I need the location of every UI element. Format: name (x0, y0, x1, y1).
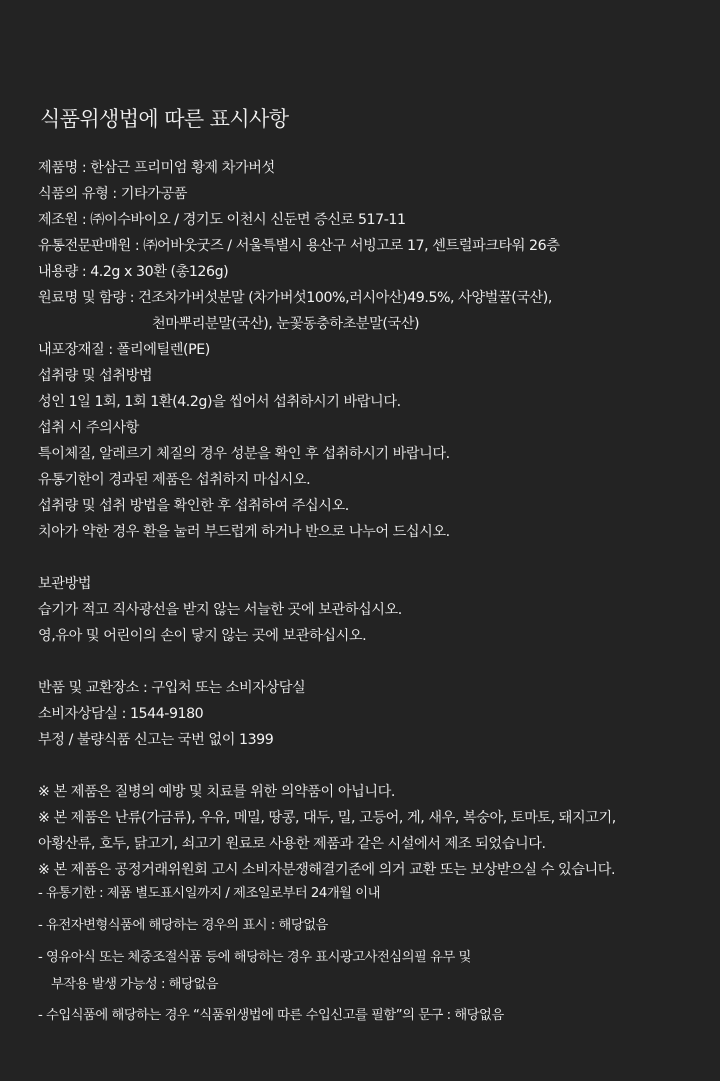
contact-line: 반품 및 교환장소 : 구입처 또는 소비자상담실 (38, 680, 306, 696)
note-infant-line-2: 부작용 발생 가능성 : 해당없음 (51, 977, 219, 992)
intake-text: 성인 1일 1회, 1회 1환(4.2g)을 씹어서 섭취하시기 바랍니다. (38, 394, 401, 410)
disclaimer-line: 아황산류, 호두, 닭고기, 쇠고기 원료로 사용한 제품과 같은 시설에서 제조 되었습니다. (38, 836, 546, 852)
packaging-material: 내포장재질 : 폴리에틸렌(PE) (38, 342, 210, 358)
ingredients-line-1: 원료명 및 함량 : 건조차가버섯분말 (차가버섯100%,러시아산)49.5%, 사양벌꿀(국산), (38, 290, 552, 306)
contact-line: 부정 / 불량식품 신고는 국번 없이 1399 (38, 732, 274, 748)
storage-heading: 보관방법 (38, 576, 92, 592)
disclaimer-line: ※ 본 제품은 공정거래위원회 고시 소비자분쟁해결기준에 의거 교환 또는 보상받으실 수 있습니다. (38, 862, 616, 878)
disclaimer-line: ※ 본 제품은 질병의 예방 및 치료를 위한 의약품이 아닙니다. (38, 784, 395, 800)
caution-line: 섭취량 및 섭취 방법을 확인한 후 섭취하여 주십시오. (38, 498, 349, 514)
spacer (38, 649, 708, 675)
label-notes (38, 880, 708, 1030)
food-type: 식품의 유형 : 기타가공품 (38, 186, 188, 202)
storage-line: 영,유아 및 어린이의 손이 닿지 않는 곳에 보관하십시오. (38, 628, 367, 644)
page-title: 식품위생법에 따른 표시사항 (40, 107, 289, 131)
capacity: 내용량 : 4.2g x 30환 (총126g) (38, 264, 229, 280)
note-infant-line-1: - 영유아식 또는 체중조절식품 등에 해당하는 경우 표시광고사전심의필 유무 및 (38, 950, 471, 965)
spacer (38, 545, 708, 571)
product-name: 제품명 : 한삼근 프리미엄 황제 차가버섯 (38, 160, 275, 176)
storage-line: 습기가 적고 직사광선을 받지 않는 서늘한 곳에 보관하십시오. (38, 602, 402, 618)
distributor: 유통전문판매원 : ㈜어바웃굿즈 / 서울특별시 용산구 서빙고로 17, 센트럴파크타워 26층 (38, 238, 560, 254)
intake-heading: 섭취량 및 섭취방법 (38, 368, 153, 384)
disclaimer-line: ※ 본 제품은 난류(가금류), 우유, 메밀, 땅콩, 대두, 밀, 고등어, 게, 새우, 복숭아, 토마토, 돼지고기, (38, 810, 616, 826)
label-body (38, 155, 708, 883)
ingredients-line-2: 천마뿌리분말(국산), 눈꽃동충하초분말(국산) (152, 316, 420, 332)
spacer (38, 753, 708, 779)
note-expiry: - 유통기한 : 제품 별도표시일까지 / 제조일로부터 24개월 이내 (38, 886, 380, 901)
caution-line: 특이체질, 알레르기 체질의 경우 성분을 확인 후 섭취하시기 바랍니다. (38, 446, 450, 462)
caution-line: 치아가 약한 경우 환을 눌러 부드럽게 하거나 반으로 나누어 드십시오. (38, 524, 450, 540)
note-import: - 수입식품에 해당하는 경우 “식품위생법에 따른 수입신고를 필함”의 문구 : 해당없음 (38, 1008, 504, 1023)
note-gmo: - 유전자변형식품에 해당하는 경우의 표시 : 해당없음 (38, 918, 328, 933)
manufacturer: 제조원 : ㈜이수바이오 / 경기도 이천시 신둔면 증신로 517-11 (38, 212, 406, 228)
contact-line: 소비자상담실 : 1544-9180 (38, 706, 204, 722)
cautions-heading: 섭취 시 주의사항 (38, 420, 139, 436)
caution-line: 유통기한이 경과된 제품은 섭취하지 마십시오. (38, 472, 311, 488)
